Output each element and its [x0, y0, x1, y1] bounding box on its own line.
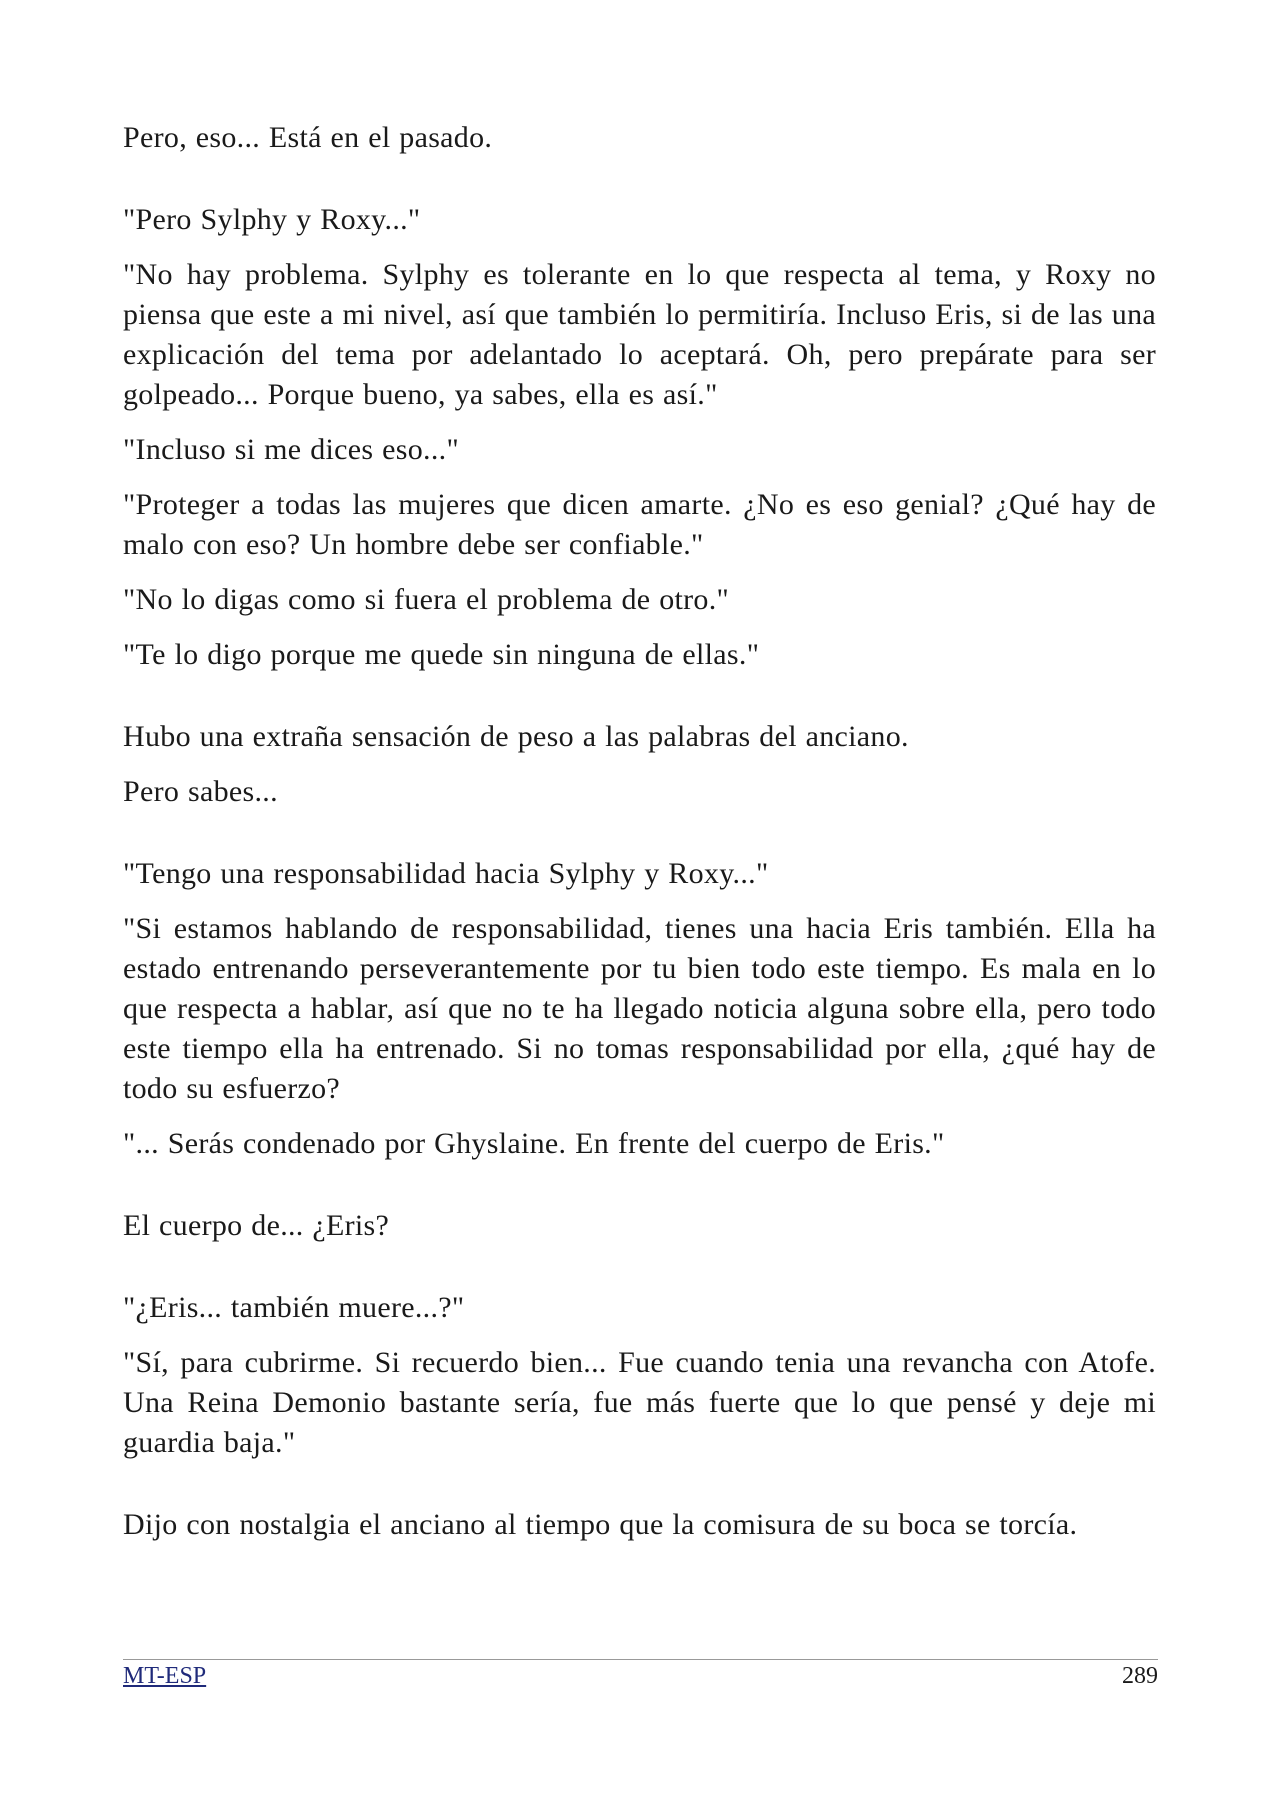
- paragraph-gap: [123, 1164, 1156, 1206]
- paragraph: Dijo con nostalgia el anciano al tiempo que la comisura de su boca se torcía.: [123, 1508, 1078, 1541]
- paragraph: Pero sabes...: [123, 775, 278, 808]
- paragraph-gap: [123, 1109, 1156, 1124]
- page-number: 289: [1122, 1663, 1158, 1689]
- paragraph-gap: [123, 158, 1156, 200]
- paragraph: El cuerpo de... ¿Eris?: [123, 1209, 390, 1242]
- paragraph-gap: [123, 565, 1156, 580]
- paragraph-gap: [123, 470, 1156, 485]
- paragraph: "Incluso si me dices eso...": [123, 433, 459, 466]
- paragraph-gap: [123, 812, 1156, 854]
- paragraph: Pero, eso... Está en el pasado.: [123, 121, 493, 154]
- paragraph: "Proteger a todas las mujeres que dicen amarte. ¿No es eso genial? ¿Qué hay de malo con eso? Un hombre debe ser confiable.": [123, 488, 1156, 561]
- paragraph: "Te lo digo porque me quede sin ninguna de ellas.": [123, 638, 760, 671]
- footer-source-link[interactable]: MT-ESP: [123, 1663, 207, 1689]
- paragraph-gap: [123, 675, 1156, 717]
- paragraph-gap: [123, 240, 1156, 255]
- paragraph-gap: [123, 620, 1156, 635]
- paragraph: "Sí, para cubrirme. Si recuerdo bien... Fue cuando tenia una revancha con Atofe. Una Reina Demonio bastante sería, fue más fuerte que lo que pensé y deje mi guardia baja.": [123, 1346, 1156, 1459]
- paragraph: "No hay problema. Sylphy es tolerante en lo que respecta al tema, y Roxy no piensa que este a mi nivel, así que también lo permitiría. Incluso Eris, si de las una explicación del tema por adelantado lo aceptará. Oh, pero prepárate para ser golpeado... Porque bueno, ya sabes, ella es así.": [123, 258, 1156, 411]
- paragraph: "No lo digas como si fuera el problema de otro.": [123, 583, 730, 616]
- paragraph-gap: [123, 757, 1156, 772]
- paragraph: "¿Eris... también muere...?": [123, 1291, 465, 1324]
- paragraph: "Si estamos hablando de responsabilidad, tienes una hacia Eris también. Ella ha estado entrenando perseverantemente por tu bien todo este tiempo. Es mala en lo que respecta a hablar, así que no te ha llegado noticia alguna sobre ella, pero todo este tiempo ella ha entrenado. Si no tomas responsabilidad por ella, ¿qué hay de todo su esfuerzo?: [123, 912, 1156, 1105]
- page-footer: [123, 1660, 1158, 1692]
- paragraph-gap: [123, 1328, 1156, 1343]
- document-body: [123, 118, 1156, 1545]
- paragraph-gap: [123, 415, 1156, 430]
- paragraph: "Tengo una responsabilidad hacia Sylphy y Roxy...": [123, 857, 769, 890]
- paragraph: "Pero Sylphy y Roxy...": [123, 203, 421, 236]
- paragraph: "... Serás condenado por Ghyslaine. En frente del cuerpo de Eris.": [123, 1127, 945, 1160]
- paragraph-gap: [123, 1246, 1156, 1288]
- paragraph-gap: [123, 894, 1156, 909]
- paragraph-gap: [123, 1463, 1156, 1505]
- paragraph: Hubo una extraña sensación de peso a las palabras del anciano.: [123, 720, 909, 753]
